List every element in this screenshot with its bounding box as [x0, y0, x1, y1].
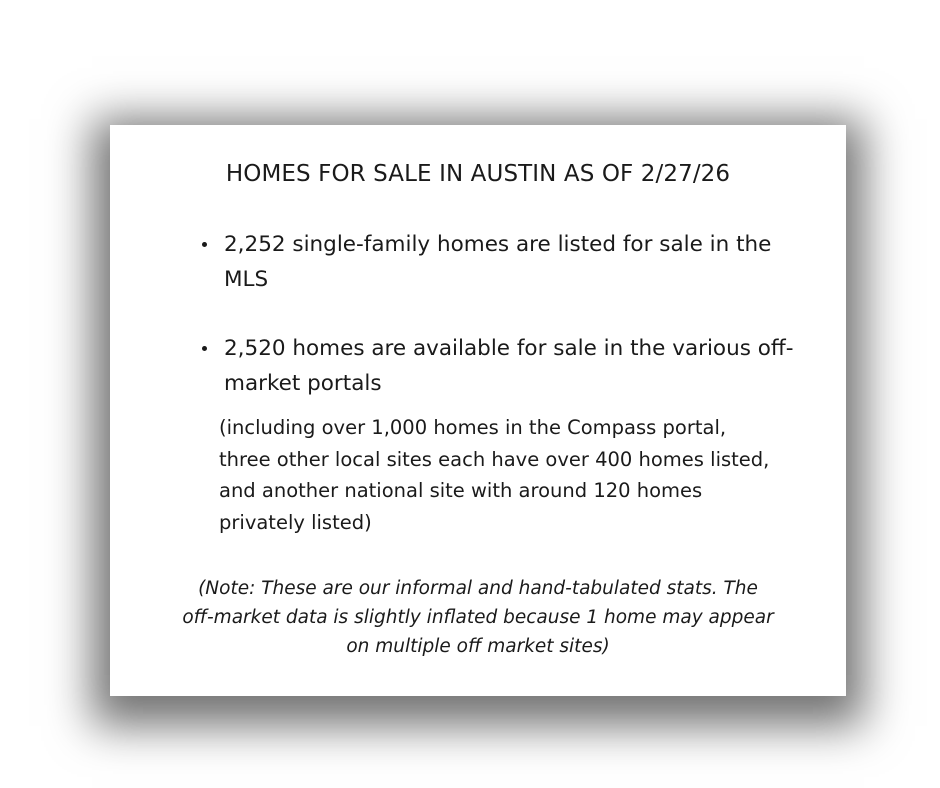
card-title: HOMES FOR SALE IN AUSTIN AS OF 2/27/26 [225, 161, 731, 187]
mls-listings-bullet: 2,252 single-family homes are listed for sale in the MLS [198, 227, 798, 297]
off-market-listings-bullet: 2,520 homes are available for sale in the various off-market portals [198, 331, 798, 401]
stats-bullet-list [198, 227, 798, 401]
off-market-detail-note: (including over 1,000 homes in the Compass portal, three other local sites each have over 400 homes listed, and another national site with around 120 homes privately listed) [219, 416, 770, 534]
stats-card [110, 125, 846, 696]
disclaimer-note: (Note: These are our informal and hand-tabulated stats. The off-market data is slightly inflated because 1 home may appear on multiple off market sites) [182, 578, 774, 657]
